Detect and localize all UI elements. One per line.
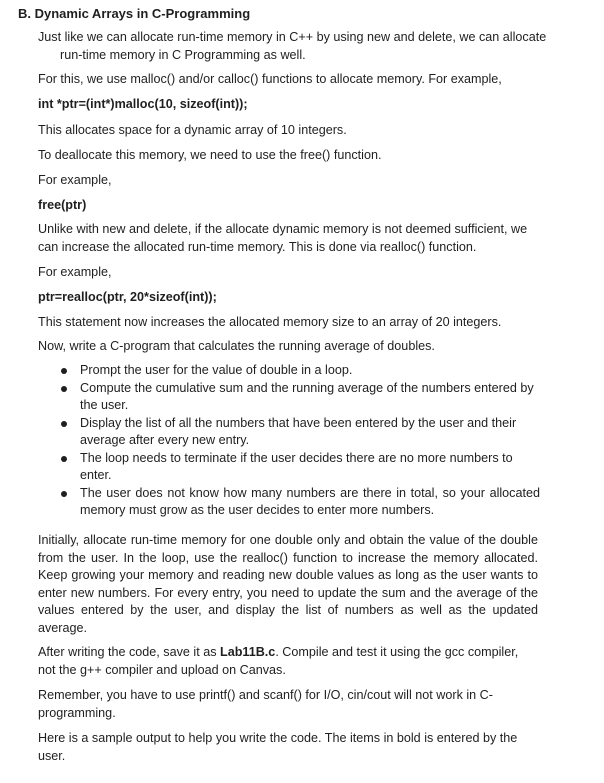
realloc-code-line: ptr=realloc(ptr, 20*sizeof(int)); [38,290,217,304]
allocation-note: This allocates space for a dynamic array of 10 integers. [38,123,347,137]
bullet-icon [61,491,67,497]
section-heading: B. Dynamic Arrays in C-Programming [18,6,251,21]
malloc-code-line: int *ptr=(int*)malloc(10, sizeof(int)); [38,97,248,111]
free-code-line: free(ptr) [38,198,87,212]
list-item: Display the list of all the numbers that have been entered by the user and their average after every new entry. [58,415,540,450]
bullet-icon [61,421,67,427]
list-item: Prompt the user for the value of double in a loop. [58,362,540,380]
realloc-paragraph: Unlike with new and delete, if the allocate dynamic memory is not deemed sufficient, we can increase the allocated run-time memory. This is done via realloc() function. [38,222,528,254]
intro-paragraph: Just like we can allocate run-time memory in C++ by using new and delete, we can allocate run-time memory in C Programming as well. [38,30,547,62]
example-label-1: For example, [38,173,112,187]
requirements-list [58,362,540,520]
bullet-icon [61,456,67,462]
save-instructions-paragraph: After writing the code, save it as Lab11B.c. Compile and test it using the gcc compiler, not the g++ compiler and upload on Canvas. [38,645,519,677]
list-item: The user does not know how many numbers are there in total, so your allocated memory must grow as the user decides to enter more numbers. [58,485,540,520]
filename: Lab11B.c [220,645,276,659]
list-item: The loop needs to terminate if the user decides there are no more numbers to enter. [58,450,540,485]
example-label-2: For example, [38,265,112,279]
bullet-icon [61,386,67,392]
deallocate-paragraph: To deallocate this memory, we need to use the free() function. [38,148,382,162]
initial-allocation-paragraph: Initially, allocate run-time memory for one double only and obtain the value of the double from the user. In the loop, use the realloc() function to increase the memory allocated. Keep growing your memory and reading new double values as long as the user wants to enter new numbers. For every entry, you need to update the sum and the average of the values entered by the user, and display the list of numbers as well as the updated average. [38,533,538,635]
io-reminder-paragraph: Remember, you have to use printf() and scanf() for I/O, cin/cout will not work in C-programming. [38,688,493,720]
malloc-paragraph: For this, we use malloc() and/or calloc() functions to allocate memory. For example, [38,72,502,86]
task-paragraph: Now, write a C-program that calculates the running average of doubles. [38,339,435,353]
sample-output-paragraph: Here is a sample output to help you write the code. The items in bold is entered by the user. [38,731,518,763]
list-item: Compute the cumulative sum and the running average of the numbers entered by the user. [58,380,540,415]
bullet-icon [61,368,67,374]
increase-note: This statement now increases the allocated memory size to an array of 20 integers. [38,315,502,329]
